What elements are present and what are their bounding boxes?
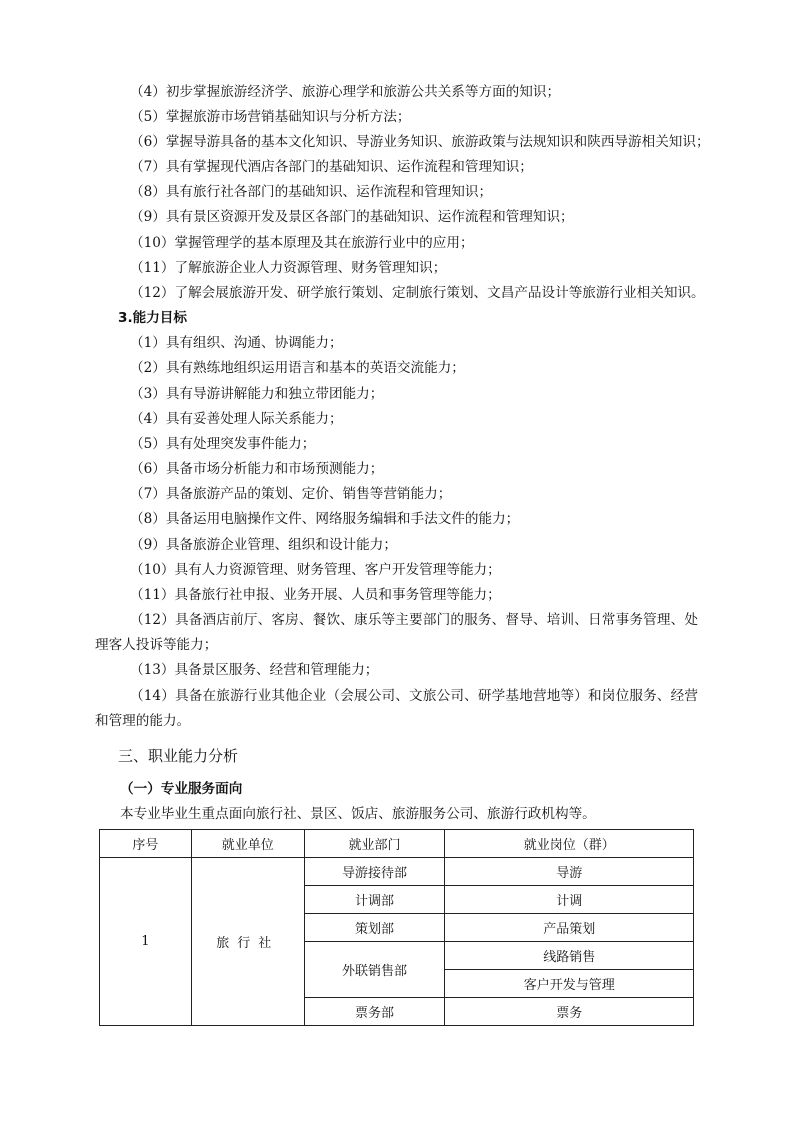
cell-department: 策划部 xyxy=(304,914,445,942)
cell-position: 产品策划 xyxy=(445,914,694,942)
ability-item-11: （11）具备旅行社申报、业务开展、人员和事务管理等能力； xyxy=(130,587,501,603)
header-department: 就业部门 xyxy=(304,830,445,858)
ability-item-5: （5）具有处理突发事件能力； xyxy=(130,436,316,452)
employment-table xyxy=(99,829,694,1026)
ability-item-14: （14）具备在旅游行业其他企业（会展公司、文旅公司、研学基地营地等）和岗位服务、经营 xyxy=(130,688,698,704)
knowledge-item-6: （6）掌握导游具备的基本文化知识、导游业务知识、旅游政策与法规知识和陕西导游相关知识； xyxy=(130,134,710,150)
ability-item-9: （9）具备旅游企业管理、组织和设计能力； xyxy=(130,537,397,553)
subsection-title: （一）专业服务面向 xyxy=(120,781,243,797)
ability-item-6: （6）具备市场分析能力和市场预测能力； xyxy=(130,461,384,477)
cell-unit: 旅行社 xyxy=(191,858,304,1026)
ability-item-4: （4）具有妥善处理人际关系能力； xyxy=(130,411,343,427)
section-title: 三、职业能力分析 xyxy=(118,747,239,765)
knowledge-item-9: （9）具有景区资源开发及景区各部门的基础知识、运作流程和管理知识； xyxy=(130,209,574,225)
ability-item-13: （13）具备景区服务、经营和管理能力； xyxy=(130,662,379,678)
header-index: 序号 xyxy=(100,830,192,858)
ability-item-10: （10）具有人力资源管理、财务管理、客户开发管理等能力； xyxy=(130,562,501,578)
table-row xyxy=(100,858,694,886)
knowledge-item-4: （4）初步掌握旅游经济学、旅游心理学和旅游公共关系等方面的知识； xyxy=(130,84,561,100)
ability-item-8: （8）具备运用电脑操作文件、网络服务编辑和手法文件的能力； xyxy=(130,511,520,527)
cell-position: 计调 xyxy=(445,886,694,914)
ability-item-14-continued: 和管理的能力。 xyxy=(95,713,191,729)
table-header-row xyxy=(100,830,694,858)
knowledge-item-12: （12）了解会展旅游开发、研学旅行策划、定制旅行策划、文昌产品设计等旅游行业相关知识。 xyxy=(130,285,705,301)
knowledge-item-5: （5）掌握旅游市场营销基础知识与分析方法； xyxy=(130,109,411,125)
knowledge-item-10: （10）掌握管理学的基本原理及其在旅游行业中的应用； xyxy=(130,235,474,251)
cell-position: 导游 xyxy=(445,858,694,886)
cell-department: 导游接待部 xyxy=(304,858,445,886)
cell-position: 票务 xyxy=(445,998,694,1026)
ability-item-12: （12）具备酒店前厅、客房、餐饮、康乐等主要部门的服务、督导、培训、日常事务管理、处 xyxy=(130,612,698,628)
ability-heading: 3.能力目标 xyxy=(118,310,187,326)
ability-item-7: （7）具备旅游产品的策划、定价、销售等营销能力； xyxy=(130,486,452,502)
cell-department: 计调部 xyxy=(304,886,445,914)
ability-item-1: （1）具有组织、沟通、协调能力； xyxy=(130,335,343,351)
cell-department: 外联销售部 xyxy=(304,942,445,998)
knowledge-item-8: （8）具有旅行社各部门的基础知识、运作流程和管理知识； xyxy=(130,184,493,200)
cell-position: 线路销售 xyxy=(445,942,694,970)
knowledge-item-7: （7）具有掌握现代酒店各部门的基础知识、运作流程和管理知识； xyxy=(130,159,533,175)
cell-department: 票务部 xyxy=(304,998,445,1026)
knowledge-item-11: （11）了解旅游企业人力资源管理、财务管理知识； xyxy=(130,260,447,276)
intro-text: 本专业毕业生重点面向旅行社、景区、饭店、旅游服务公司、旅游行政机构等。 xyxy=(120,806,596,822)
header-position: 就业岗位（群） xyxy=(445,830,694,858)
header-unit: 就业单位 xyxy=(191,830,304,858)
ability-item-2: （2）具有熟练地组织运用语言和基本的英语交流能力； xyxy=(130,360,465,376)
cell-index: 1 xyxy=(100,858,192,1026)
ability-item-12-continued: 理客人投诉等能力； xyxy=(95,637,218,653)
cell-position: 客户开发与管理 xyxy=(445,970,694,998)
ability-item-3: （3）具有导游讲解能力和独立带团能力； xyxy=(130,386,384,402)
